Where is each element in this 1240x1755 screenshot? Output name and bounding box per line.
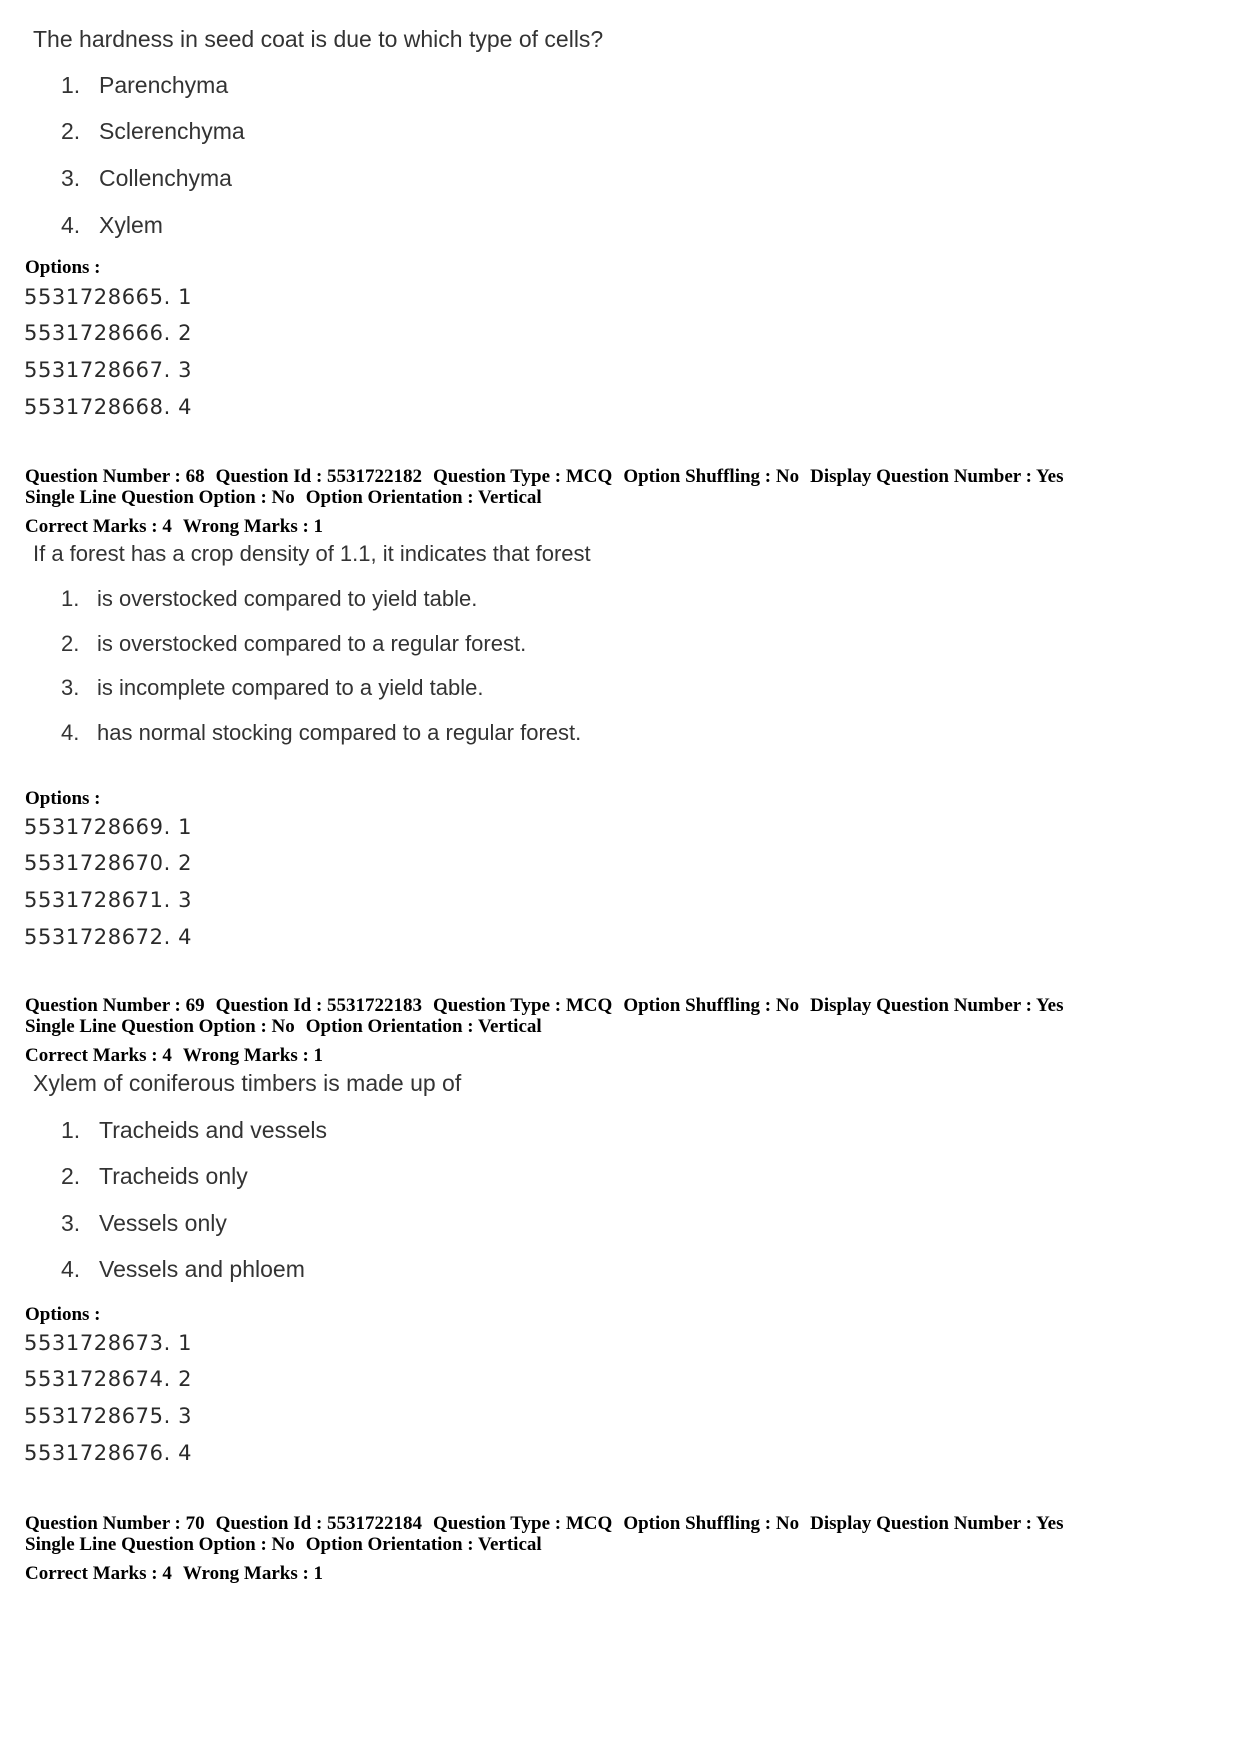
option-shuffling: Option Shuffling : No — [623, 466, 800, 487]
choice-text: has normal stocking compared to a regular forest. — [97, 720, 582, 745]
question-text: The hardness in seed coat is due to which type of cells? — [33, 26, 604, 52]
choice-item — [61, 1210, 227, 1237]
option-id: 5531728667. 3 — [24, 358, 193, 382]
wrong-marks: Wrong Marks : 1 — [182, 516, 324, 537]
options-label: Options : — [25, 788, 101, 809]
question-number: Question Number : 70 — [25, 1513, 205, 1534]
choice-item — [61, 165, 232, 192]
option-orientation: Option Orientation : Vertical — [305, 487, 542, 508]
choice-item — [61, 1117, 327, 1144]
option-id: 5531728669. 1 — [24, 815, 193, 839]
choice-number: 1. — [61, 72, 81, 98]
choice-number: 3. — [61, 675, 80, 700]
question-meta-line3 — [25, 1564, 323, 1584]
display-question-number: Display Question Number : Yes — [810, 1513, 1064, 1534]
question-meta-line3 — [25, 1046, 323, 1066]
choice-item — [61, 631, 526, 657]
choice-item — [61, 1163, 248, 1190]
question-meta-line1 — [25, 996, 1063, 1016]
option-id: 5531728668. 4 — [24, 395, 193, 419]
choice-item — [61, 72, 228, 99]
choice-text: is incomplete compared to a yield table. — [97, 675, 484, 700]
option-id: 5531728676. 4 — [24, 1441, 193, 1465]
single-line-option: Single Line Question Option : No — [25, 1534, 295, 1555]
option-id: 5531728672. 4 — [24, 925, 193, 949]
option-id: 5531728675. 3 — [24, 1404, 193, 1428]
choice-text: Vessels and phloem — [99, 1256, 305, 1282]
options-label: Options : — [25, 1304, 101, 1325]
option-shuffling: Option Shuffling : No — [623, 1513, 800, 1534]
wrong-marks: Wrong Marks : 1 — [182, 1045, 324, 1066]
question-meta-line1 — [25, 1514, 1063, 1534]
choice-text: Tracheids and vessels — [99, 1117, 327, 1143]
question-number: Question Number : 69 — [25, 995, 205, 1016]
option-id: 5531728674. 2 — [24, 1367, 193, 1391]
option-orientation: Option Orientation : Vertical — [305, 1016, 542, 1037]
option-id: 5531728670. 2 — [24, 851, 193, 875]
choice-number: 2. — [61, 631, 80, 656]
choice-item — [61, 118, 245, 145]
choice-number: 2. — [61, 118, 81, 144]
choice-number: 3. — [61, 1210, 81, 1236]
wrong-marks: Wrong Marks : 1 — [182, 1563, 324, 1584]
question-meta-line2 — [25, 1535, 542, 1555]
choice-number: 2. — [61, 1163, 81, 1189]
question-text: If a forest has a crop density of 1.1, it indicates that forest — [33, 541, 591, 566]
option-shuffling: Option Shuffling : No — [623, 995, 800, 1016]
choice-text: is overstocked compared to yield table. — [97, 586, 478, 611]
display-question-number: Display Question Number : Yes — [810, 466, 1064, 487]
choice-number: 3. — [61, 165, 81, 191]
choice-item — [61, 675, 483, 701]
choice-text: Sclerenchyma — [99, 118, 245, 144]
choice-text: Xylem — [99, 212, 163, 238]
choice-item — [61, 720, 581, 746]
question-text: Xylem of coniferous timbers is made up of — [33, 1070, 462, 1096]
choice-number: 4. — [61, 1256, 81, 1282]
question-meta-line3 — [25, 517, 323, 537]
question-type: Question Type : MCQ — [433, 466, 613, 487]
question-type: Question Type : MCQ — [433, 1513, 613, 1534]
choice-number: 1. — [61, 586, 80, 611]
question-meta-line1 — [25, 467, 1063, 487]
choice-text: Tracheids only — [99, 1163, 248, 1189]
question-id: Question Id : 5531722183 — [215, 995, 423, 1016]
choice-number: 1. — [61, 1117, 81, 1143]
choice-text: Vessels only — [99, 1210, 227, 1236]
correct-marks: Correct Marks : 4 — [25, 516, 172, 537]
option-id: 5531728673. 1 — [24, 1331, 193, 1355]
option-id: 5531728671. 3 — [24, 888, 193, 912]
correct-marks: Correct Marks : 4 — [25, 1045, 172, 1066]
choice-text: Collenchyma — [99, 165, 232, 191]
option-id: 5531728666. 2 — [24, 321, 193, 345]
single-line-option: Single Line Question Option : No — [25, 487, 295, 508]
choice-text: is overstocked compared to a regular forest. — [97, 631, 527, 656]
option-id: 5531728665. 1 — [24, 285, 193, 309]
question-meta-line2 — [25, 488, 542, 508]
question-id: Question Id : 5531722184 — [215, 1513, 423, 1534]
display-question-number: Display Question Number : Yes — [810, 995, 1064, 1016]
choice-number: 4. — [61, 720, 80, 745]
question-id: Question Id : 5531722182 — [215, 466, 423, 487]
question-type: Question Type : MCQ — [433, 995, 613, 1016]
single-line-option: Single Line Question Option : No — [25, 1016, 295, 1037]
choice-number: 4. — [61, 212, 81, 238]
choice-text: Parenchyma — [99, 72, 229, 98]
question-number: Question Number : 68 — [25, 466, 205, 487]
question-meta-line2 — [25, 1017, 542, 1037]
option-orientation: Option Orientation : Vertical — [305, 1534, 542, 1555]
choice-item — [61, 212, 163, 239]
correct-marks: Correct Marks : 4 — [25, 1563, 172, 1584]
choice-item — [61, 1256, 305, 1283]
options-label: Options : — [25, 257, 101, 278]
choice-item — [61, 586, 477, 612]
